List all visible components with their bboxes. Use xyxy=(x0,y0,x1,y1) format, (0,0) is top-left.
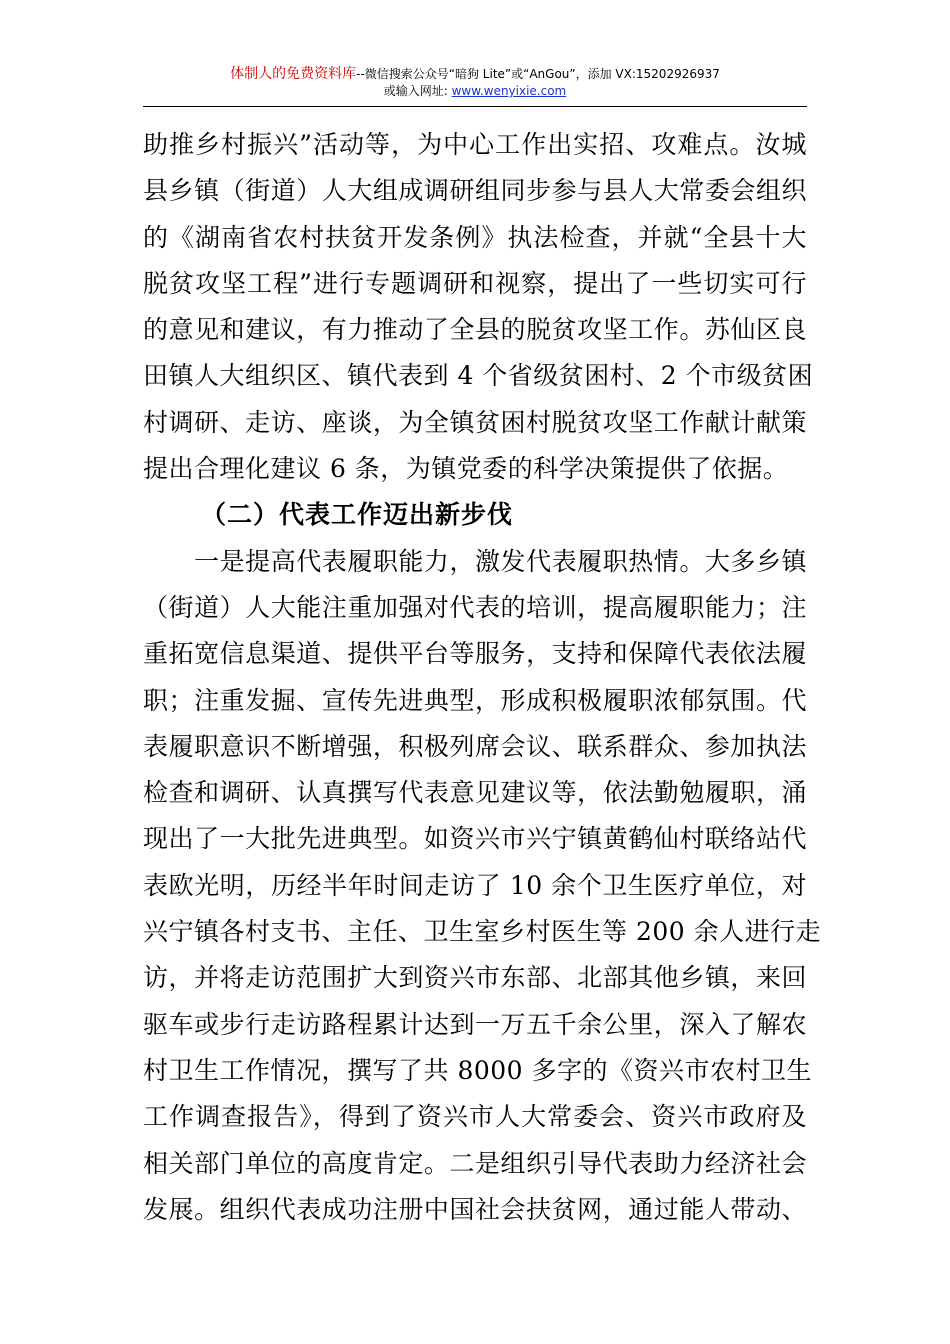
text-line: 重拓宽信息渠道、提供平台等服务，支持和保障代表依法履 xyxy=(143,639,807,669)
paragraph-1 xyxy=(143,122,814,492)
header-line-1 xyxy=(0,66,950,82)
text-line: （街道）人大能注重加强对代表的培训，提高履职能力；注 xyxy=(143,592,807,622)
text-line: 驱车或步行走访路程累计达到一万五千余公里，深入了解农 xyxy=(143,1009,807,1039)
text-line: 村调研、走访、座谈，为全镇贫困村脱贫攻坚工作献计献策 xyxy=(143,407,807,437)
text-line: 检查和调研、认真撰写代表意见建议等，依法勤勉履职，涌 xyxy=(143,778,807,808)
document-body xyxy=(143,122,822,1233)
text-line: 表履职意识不断增强，积极列席会议、联系群众、参加执法 xyxy=(143,731,807,761)
header-contact-text: --微信搜索公众号“暗狗 Lite”或“AnGou”，添加 VX:15202926937 xyxy=(356,67,720,81)
brand-label: 体制人的免费资料库 xyxy=(230,66,357,82)
text-line: 工作调查报告》，得到了资兴市人大常委会、资兴市政府及 xyxy=(143,1102,807,1132)
text-line: 相关部门单位的高度肯定。二是组织引导代表助力经济社会 xyxy=(143,1148,807,1178)
text-line: 村卫生工作情况，撰写了共 8000 多字的《资兴市农村卫生 xyxy=(143,1055,813,1085)
text-line: 的意见和建议，有力推动了全县的脱贫攻坚工作。苏仙区良 xyxy=(143,315,807,345)
text-line: 现出了一大批先进典型。如资兴市兴宁镇黄鹤仙村联络站代 xyxy=(143,824,807,854)
text-line: 职；注重发掘、宣传先进典型，形成积极履职浓郁氛围。代 xyxy=(143,685,807,715)
website-link[interactable]: www.wenyixie.com xyxy=(451,84,567,98)
text-line: 发展。组织代表成功注册中国社会扶贫网，通过能人带动、 xyxy=(143,1194,807,1224)
text-line: 访，并将走访范围扩大到资兴市东部、北部其他乡镇，来回 xyxy=(143,963,807,993)
header-line-2 xyxy=(0,83,950,99)
text-line: 的《湖南省农村扶贫开发条例》执法检查，并就“全县十大 xyxy=(143,222,807,252)
text-line: 兴宁镇各村支书、主任、卫生室乡村医生等 200 余人进行走 xyxy=(143,917,822,947)
text-line: 一是提高代表履职能力，激发代表履职热情。大多乡镇 xyxy=(143,546,807,576)
paragraph-2 xyxy=(143,539,822,1233)
text-line: 县乡镇（街道）人大组成调研组同步参与县人大常委会组织 xyxy=(143,176,807,206)
text-line: 脱贫攻坚工程”进行专题调研和视察，提出了一些切实可行 xyxy=(143,268,807,298)
text-line: 助推乡村振兴”活动等，为中心工作出实招、攻难点。汝城 xyxy=(143,130,807,159)
page-header xyxy=(0,66,950,99)
section-heading: （二）代表工作迈出新步伐 xyxy=(201,500,514,530)
text-line: 田镇人大组织区、镇代表到 4 个省级贫困村、2 个市级贫困 xyxy=(143,361,814,391)
text-line: 表欧光明，历经半年时间走访了 10 余个卫生医疗单位，对 xyxy=(143,870,807,900)
url-prefix: 或输入网址: xyxy=(383,84,452,98)
text-line: 提出合理化建议 6 条，为镇党委的科学决策提供了依据。 xyxy=(143,454,789,484)
header-divider xyxy=(143,106,807,107)
